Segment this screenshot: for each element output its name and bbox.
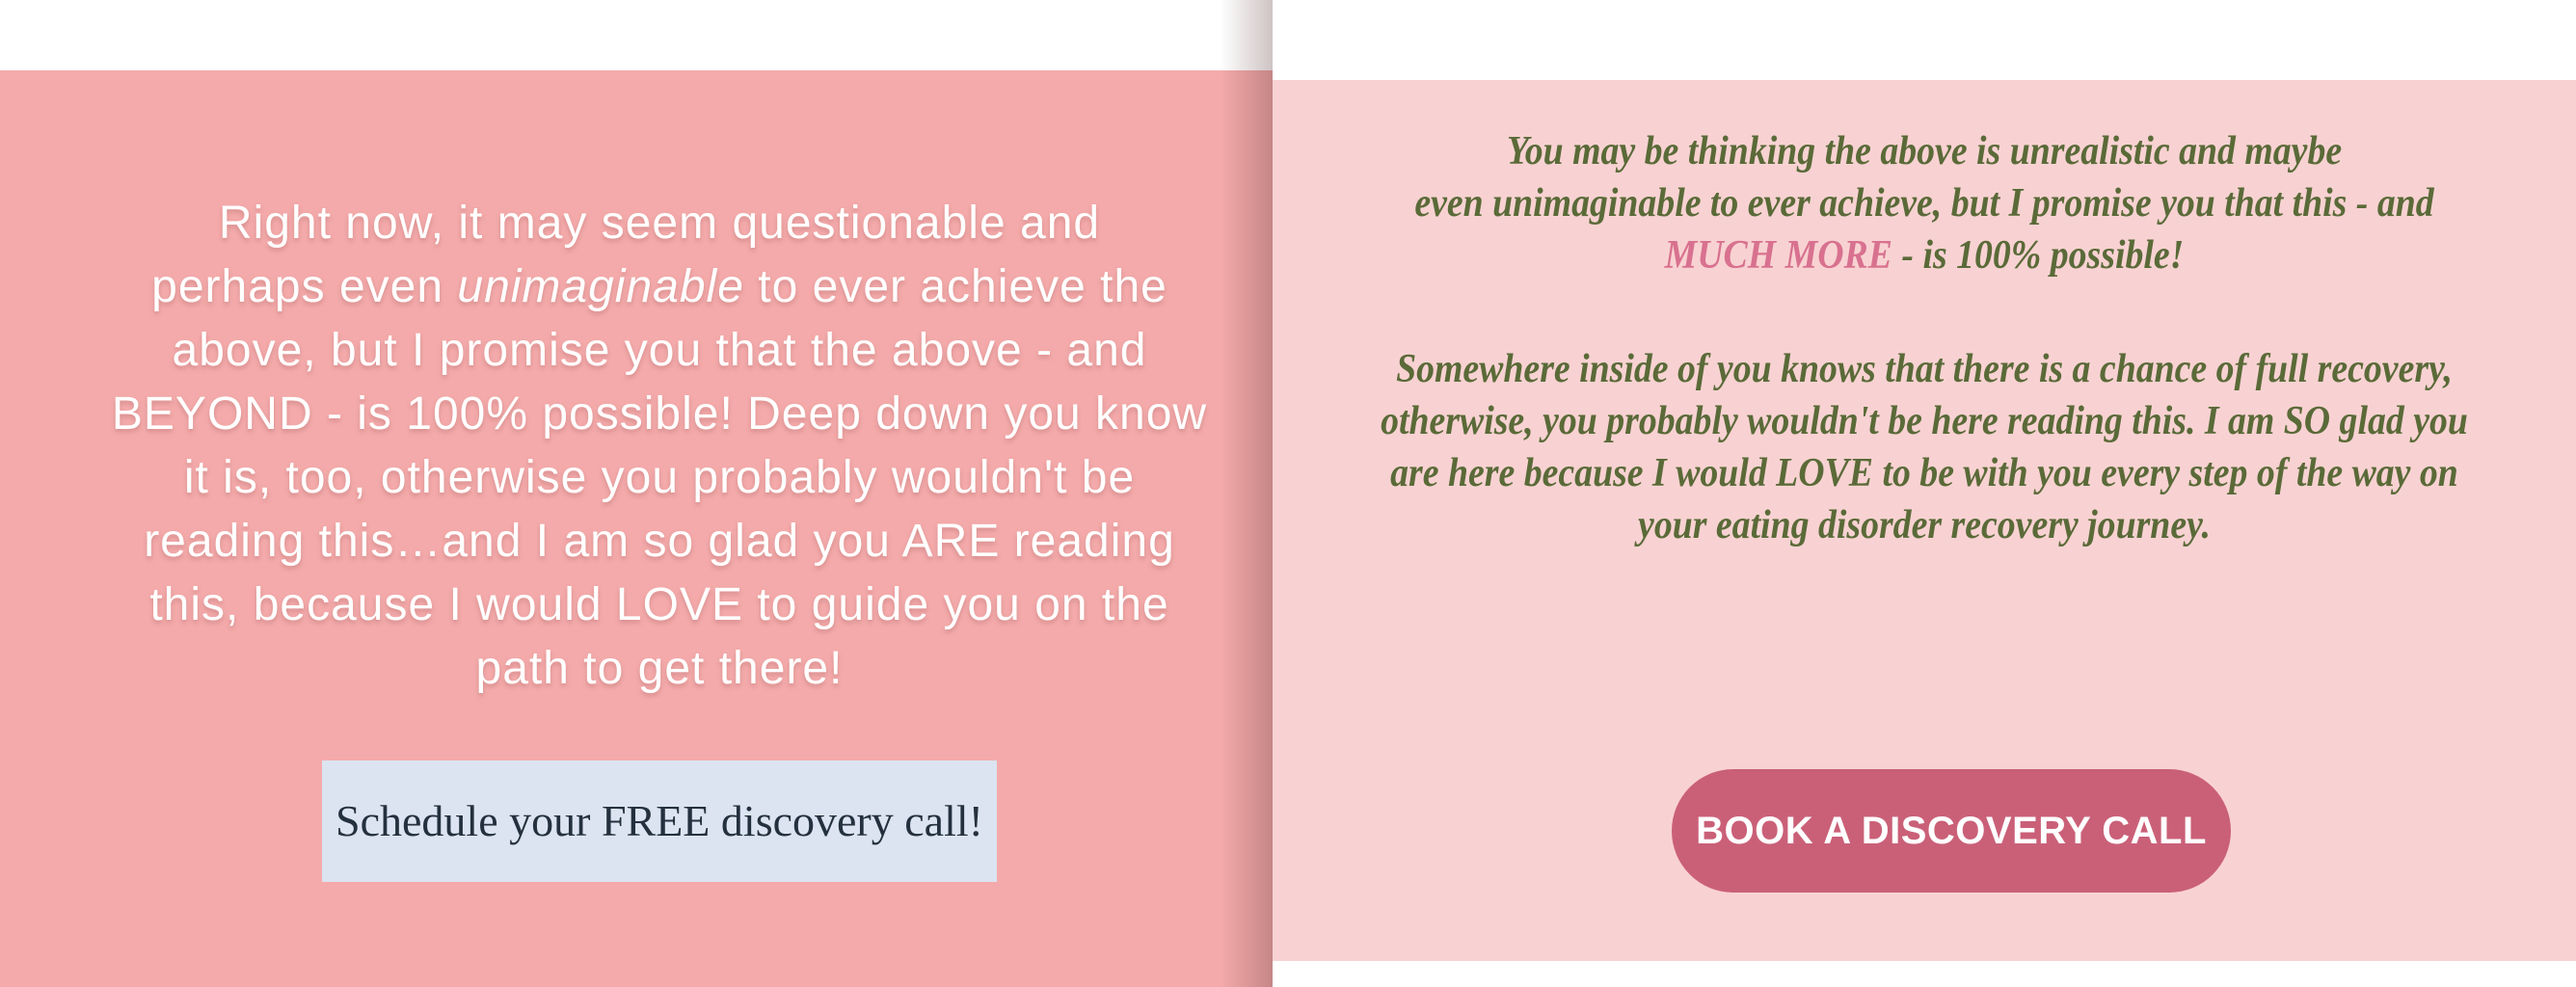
text-line: path to get there! [475,643,844,694]
italic-word: unimaginable [457,261,744,312]
text-line: MUCH MORE - is 100% possible! [1664,233,2185,278]
text-line: otherwise, you probably wouldn't be here reading this. I am SO glad you [1381,399,2468,443]
text-line: are here because I would LOVE to be with you every step of the way on [1390,451,2458,495]
left-content [23,192,1296,882]
schedule-call-button[interactable]: Schedule your FREE discovery call! [322,760,997,882]
text-line: your eating disorder recovery journey. [1638,503,2211,547]
right-screenshot-panel [1273,0,2576,987]
text-line: it is, too, otherwise you probably wouldn't be [183,452,1136,503]
right-button-row [1300,769,2576,893]
text-line: even unimaginable to ever achieve, but I promise you that this - and [1414,181,2434,226]
text-line: Right now, it may seem questionable and [218,198,1101,249]
left-button-row [23,760,1296,882]
left-screenshot-panel [0,0,1273,987]
text-line: BEYOND - is 100% possible! Deep down you know [111,388,1208,440]
right-paragraph-1 [1338,125,2511,281]
much-more-accent: MUCH MORE [1664,233,1892,278]
text-line: Somewhere inside of you knows that there is a chance of full recovery, [1396,347,2453,391]
left-top-whitespace [0,0,1273,70]
book-discovery-call-button[interactable]: BOOK A DISCOVERY CALL [1672,769,2231,893]
text-line: perhaps even unimaginable to ever achieve the [151,261,1167,312]
right-paragraph-2 [1338,343,2511,551]
text-line: You may be thinking the above is unrealistic and maybe [1506,129,2343,173]
text-line: above, but I promise you that the above - and [172,325,1147,376]
right-pink-section [1273,80,2576,961]
left-paragraph [23,192,1296,701]
text-line: reading this…and I am so glad you ARE reading [144,516,1175,567]
text-line: this, because I would LOVE to guide you on the [149,579,1169,630]
